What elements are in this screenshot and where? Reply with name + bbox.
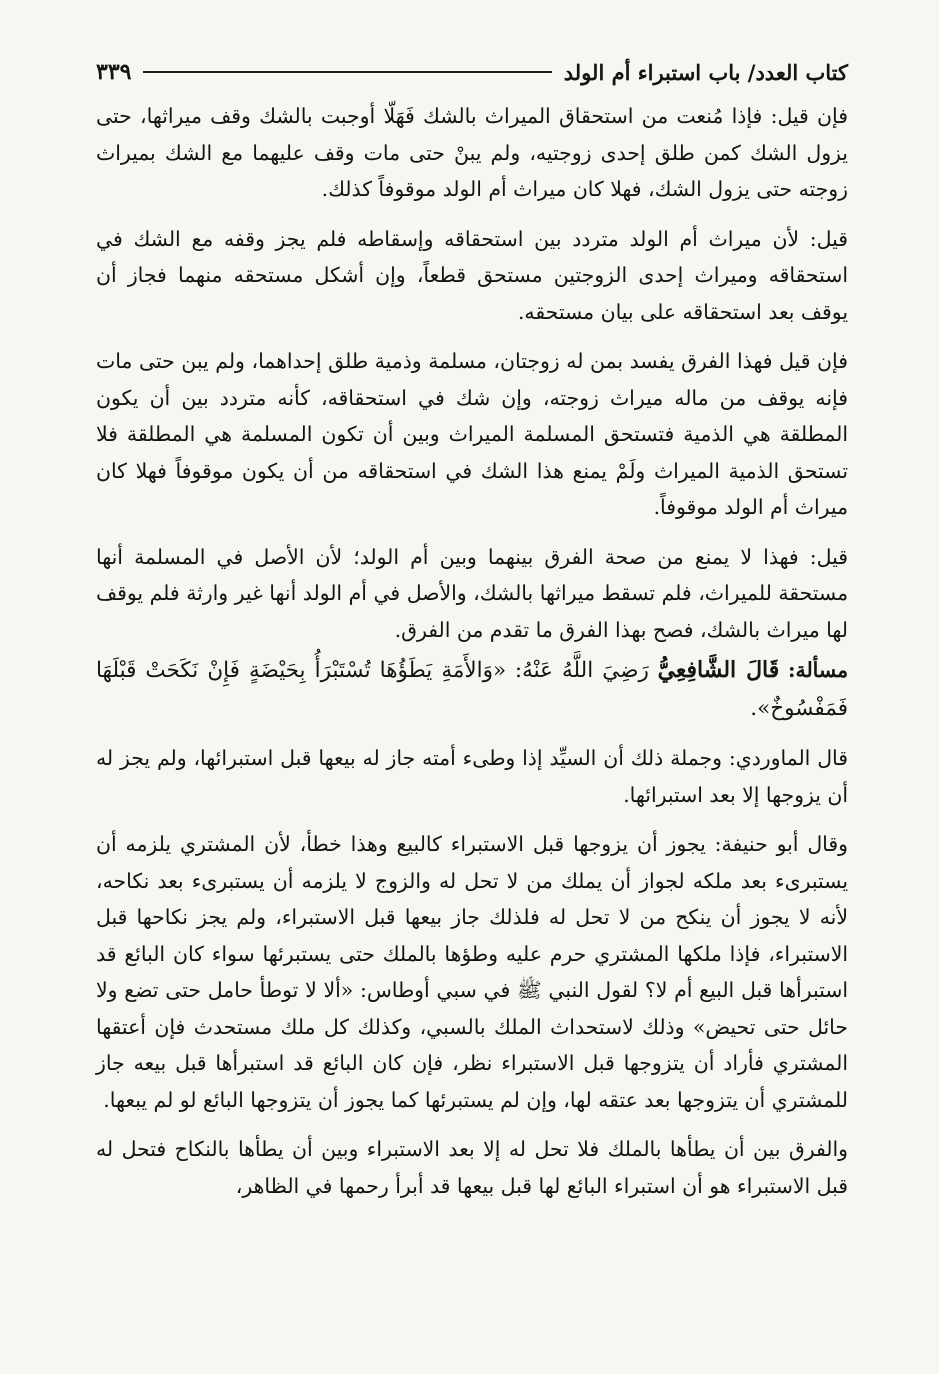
paragraph-objection-2: فإن قيل فهذا الفرق يفسد بمن له زوجتان، مسلمة وذمية طلق إحداهما، ولم يبن حتى مات فإنه يوقف من ماله ميراث زوجته، وإن شك في استحقاقه، كأنه متردد بين أن يكون المطلقة هي الذمية فتستحق المسلمة الميراث وبين أن تكون المسلمة هي المطلقة فلا تستحق الذمية الميراث ولَمْ يمنع هذا الشك في استحقاقه من أن يكون موقوفاً فهلا كان ميراث أم الولد موقوفاً.: [96, 349, 848, 519]
paragraph-abu-hanifa: وقال أبو حنيفة: يجوز أن يزوجها قبل الاستبراء كالبيع وهذا خطأ، لأن المشتري يلزمه أن يستبرىء بعد ملكه لجواز أن يملك من لا تحل له والزوج لا يلزمه أن يستبرىء بعد نكاحه، لأنه لا يجوز أن ينكح من لا تحل له فلذلك جاز بيعها قبل الاستبراء، ولم يجز نكاحها قبل الاستبراء، فإذا ملكها المشتري حرم عليه وطؤها بالملك حتى يستبرئها سواء كان البائع قد استبرأها قبل البيع أم لا؟ لقول النبي ﷺ في سبي أوطاس: «ألا لا توطأ حامل حتى تضع ولا حائل حتى تحيض» وذلك لاستحداث الملك بالسبي، وكذلك كل ملك مستحدث فإن أعتقها المشتري فأراد أن يتزوجها قبل الاستبراء نظر، فإن كان البائع قد استبرأها قبل بيعه جاز للمشتري أن يتزوجها بعد عتقه لها، وإن لم يستبرئها كما يجوز أن يتزوجها البائع لو لم يبعها.: [96, 832, 848, 1112]
masala-invocation: رَضِيَ اللَّهُ عَنْهُ:: [514, 658, 649, 683]
running-title: كتاب العدد/ باب استبراء أم الولد: [563, 59, 848, 85]
paragraph-objection-1: فإن قيل: فإذا مُنعت من استحقاق الميراث بالشك فَهَلّا أوجبت بالشك وقف ميراثها، حتى يزول الشك كمن طلق إحدى زوجتيه، ولم يبنْ حتى مات وقف عليهما مع الشك بميراث زوجته حتى يزول الشك، فهلا كان ميراث أم الولد موقوفاً كذلك.: [96, 104, 848, 201]
masala-speaker: قَالَ الشَّافِعِيُّ: [657, 657, 780, 683]
paragraph-reply-1: قيل: لأن ميراث أم الولد متردد بين استحقاقه وإسقاطه فلم يجز وقفه مع الشك في استحقاقه وميراث إحدى الزوجتين مستحق قطعاً، وإن أشكل مستحقه منهما فجاز أن يوقف بعد استحقاقه على بيان مستحقه.: [96, 226, 848, 324]
book-page: [96, 52, 848, 1217]
masala-quote: «وَالأَمَةِ يَطَؤُهَا تُسْتَبْرَأُ بِحَيْضَةٍ فَإِنْ نَكَحَتْ قَبْلَهَا فَمَفْسُوخٌ».: [96, 658, 848, 721]
masala-paragraph: [96, 652, 848, 727]
paragraph-mawardi: قال الماوردي: وجملة ذلك أن السيِّد إذا وطىء أمته جاز له بيعها قبل استبرائها، ولم يجز له أن يزوجها إلا بعد استبرائها.: [96, 746, 848, 807]
masala-label: مسألة:: [788, 658, 848, 682]
page-header: [96, 52, 848, 92]
paragraph-reply-2: قيل: فهذا لا يمنع من صحة الفرق بينهما وبين أم الولد؛ لأن الأصل في المسلمة أنها مستحقة للميراث، فلم تسقط ميراثها بالشك، والأصل في أم الولد أنها غير وارثة فلم يوقف لها ميراث بالشك، فصح بهذا الفرق ما تقدم من الفرق.: [96, 544, 848, 642]
header-rule: [143, 71, 551, 73]
paragraph-difference: والفرق بين أن يطأها بالملك فلا تحل له إلا بعد الاستبراء وبين أن يطأها بالنكاح فتحل له قبل الاستبراء هو أن استبراء البائع لها قبل بيعها قد أبرأ رحمها في الظاهر،: [96, 1137, 848, 1198]
page-number: ٣٣٩: [96, 59, 132, 85]
